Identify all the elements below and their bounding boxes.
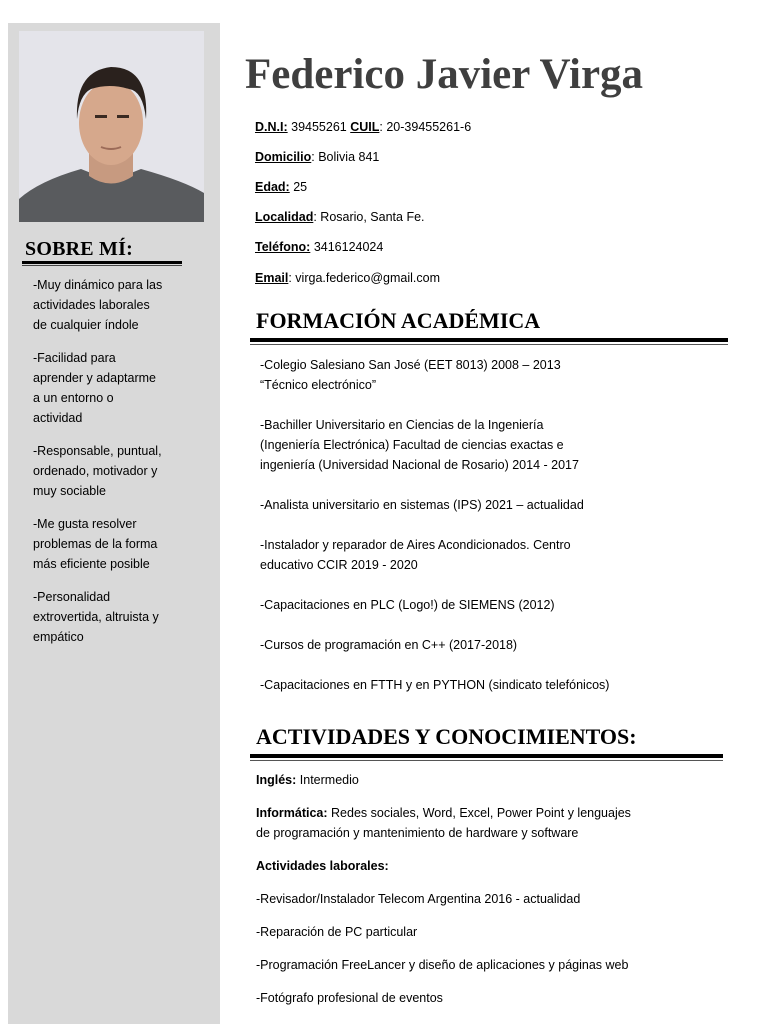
about-me-item: -Facilidad para aprender y adaptarme a un entorno o actividad xyxy=(33,351,156,425)
about-me-item: -Responsable, puntual, ordenado, motivador y muy sociable xyxy=(33,444,162,498)
about-me-item: -Muy dinámico para las actividades laborales de cualquier índole xyxy=(33,278,163,332)
education-item: -Instalador y reparador de Aires Acondicionados. Centro educativo CCIR 2019 - 2020 xyxy=(260,538,571,572)
email-line xyxy=(255,270,735,286)
education-heading: FORMACIÓN ACADÉMICA xyxy=(256,308,541,333)
cuil-label: CUIL xyxy=(350,120,380,134)
job-item: -Programación FreeLancer y diseño de aplicaciones y páginas web xyxy=(256,958,629,972)
education-item: -Cursos de programación en C++ (2017-2018) xyxy=(260,638,518,652)
localidad-value: : Rosario, Santa Fe. xyxy=(313,210,425,224)
job-item: -Fotógrafo profesional de eventos xyxy=(256,991,443,1005)
english-value: Intermedio xyxy=(296,773,359,787)
email-label: Email xyxy=(255,271,289,285)
domicilio-value: : Bolivia 841 xyxy=(311,150,380,164)
skills-divider xyxy=(250,754,723,758)
education-item: -Bachiller Universitario en Ciencias de la Ingeniería (Ingeniería Electrónica) Facultad de ciencias exactas e ingeniería (Universidad Nacional de Rosario) 2014 - 2017 xyxy=(260,418,579,472)
laborales-label: Actividades laborales: xyxy=(256,859,389,873)
localidad-line xyxy=(255,209,735,225)
skills-divider-thin xyxy=(250,760,723,761)
education-item: -Analista universitario en sistemas (IPS) 2021 – actualidad xyxy=(260,498,584,512)
job-item: -Reparación de PC particular xyxy=(256,925,418,939)
about-me-heading: SOBRE MÍ: xyxy=(25,238,133,260)
edad-value: 25 xyxy=(293,180,308,194)
email-value: : virga.federico@gmail.com xyxy=(288,271,440,285)
informatica-value-line1: Redes sociales, Word, Excel, Power Point y lenguajes xyxy=(327,806,631,820)
dni-value: 39455261 xyxy=(291,120,347,134)
informatica-value-line2: de programación y mantenimiento de hardware y software xyxy=(256,826,579,840)
education-divider xyxy=(250,338,728,342)
edad-line xyxy=(255,179,735,195)
localidad-label: Localidad xyxy=(255,210,314,224)
skills-heading: ACTIVIDADES Y CONOCIMIENTOS: xyxy=(256,724,637,749)
education-list xyxy=(260,355,730,695)
dni-label: D.N.I: xyxy=(255,120,288,134)
dni-line xyxy=(255,119,735,135)
english-line xyxy=(256,770,726,790)
edad-label: Edad: xyxy=(255,180,290,194)
education-item: -Capacitaciones en PLC (Logo!) de SIEMENS (2012) xyxy=(260,598,555,612)
job-item: -Revisador/Instalador Telecom Argentina 2016 - actualidad xyxy=(256,892,581,906)
about-me-item: -Me gusta resolver problemas de la forma más eficiente posible xyxy=(33,517,158,571)
telefono-label: Teléfono: xyxy=(255,240,311,254)
informatica-line-2 xyxy=(256,823,726,843)
laborales-heading xyxy=(256,856,726,876)
about-me-list xyxy=(33,275,163,660)
informatica-label: Informática: xyxy=(256,806,328,820)
portrait-image xyxy=(19,31,204,222)
domicilio-line xyxy=(255,149,735,165)
telefono-line xyxy=(255,239,735,255)
about-me-item: -Personalidad extrovertida, altruista y empático xyxy=(33,590,159,644)
about-me-divider-thin xyxy=(22,265,182,266)
education-item: -Capacitaciones en FTTH y en PYTHON (sindicato telefónicos) xyxy=(260,678,610,692)
english-label: Inglés: xyxy=(256,773,297,787)
informatica-line xyxy=(256,803,726,823)
education-divider-thin xyxy=(250,344,728,345)
domicilio-label: Domicilio xyxy=(255,150,312,164)
profile-photo xyxy=(19,31,204,222)
telefono-value: 3416124024 xyxy=(313,240,384,254)
cuil-value: : 20-39455261-6 xyxy=(379,120,472,134)
education-item: -Colegio Salesiano San José (EET 8013) 2008 – 2013 “Técnico electrónico” xyxy=(260,358,561,392)
about-me-divider xyxy=(22,261,182,264)
candidate-name: Federico Javier Virga xyxy=(245,51,644,98)
